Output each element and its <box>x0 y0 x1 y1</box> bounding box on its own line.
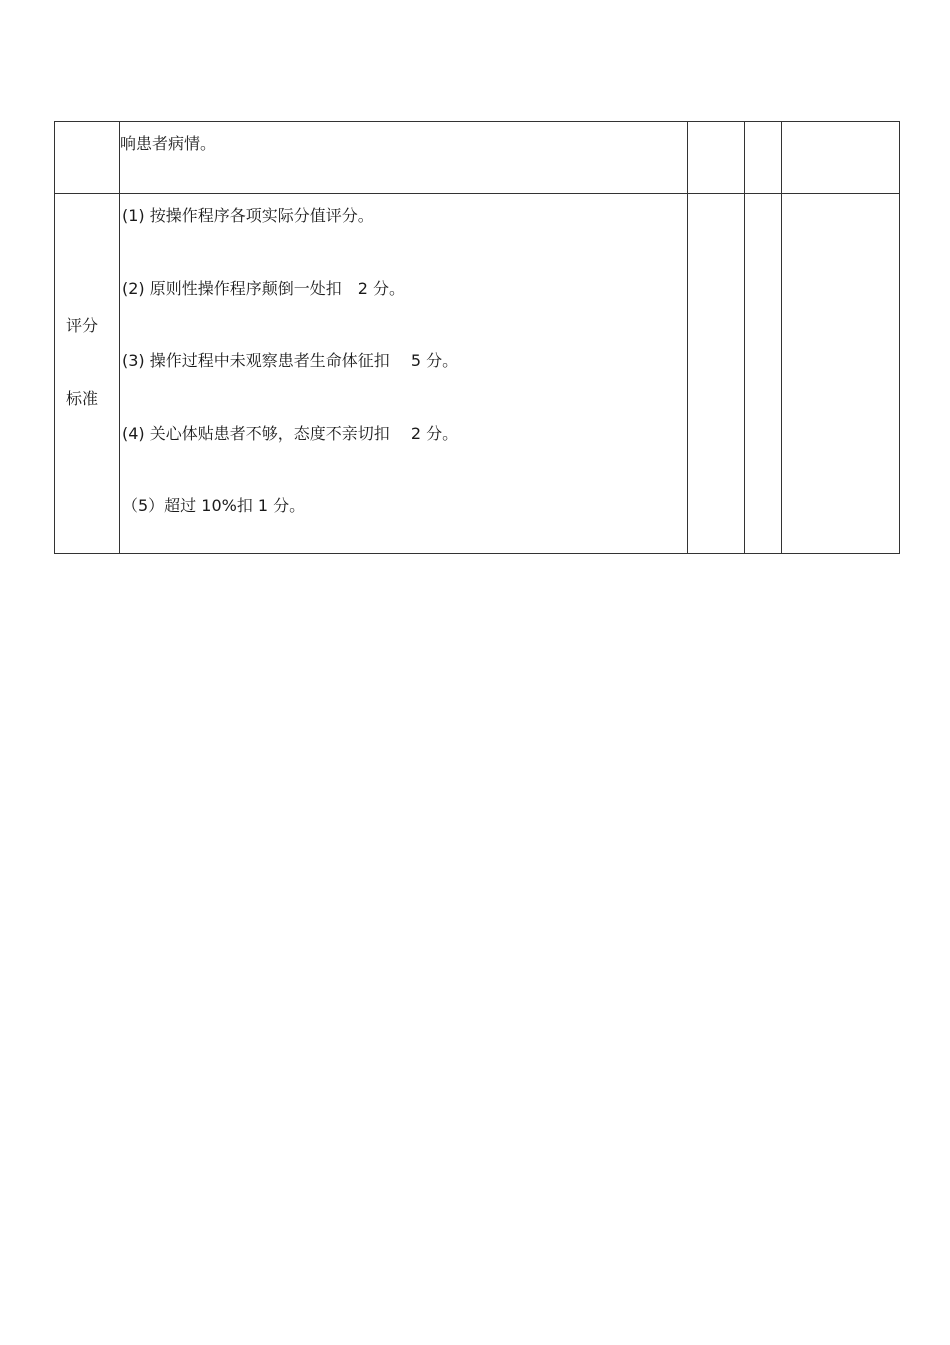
criterion-item: (4) 关心体贴患者不够，态度不亲切扣 2 分。 <box>122 424 459 443</box>
scoring-table <box>54 121 900 554</box>
criterion-item: (2) 原则性操作程序颠倒一处扣 2 分。 <box>122 279 406 298</box>
section-label-cell <box>55 194 120 554</box>
score-cell-c <box>782 194 900 554</box>
criteria-cell <box>120 194 688 554</box>
section-label <box>66 318 98 464</box>
score-cell-a <box>688 122 745 194</box>
content-cell <box>120 122 688 194</box>
score-cell-a <box>688 194 745 554</box>
score-cell-c <box>782 122 900 194</box>
table-row <box>55 122 900 194</box>
score-cell-b <box>745 194 782 554</box>
score-cell-b <box>745 122 782 194</box>
criterion-item: (3) 操作过程中未观察患者生命体征扣 5 分。 <box>122 351 459 370</box>
section-label-line-2: 标准 <box>66 389 99 408</box>
continuation-text: 响患者病情。 <box>120 134 217 153</box>
criterion-item: (1) 按操作程序各项实际分值评分。 <box>122 206 374 225</box>
section-label-line-1: 评分 <box>66 316 99 335</box>
criterion-item: （5）超过 10%扣 1 分。 <box>122 496 306 515</box>
label-cell-empty <box>55 122 120 194</box>
table-row <box>55 194 900 554</box>
